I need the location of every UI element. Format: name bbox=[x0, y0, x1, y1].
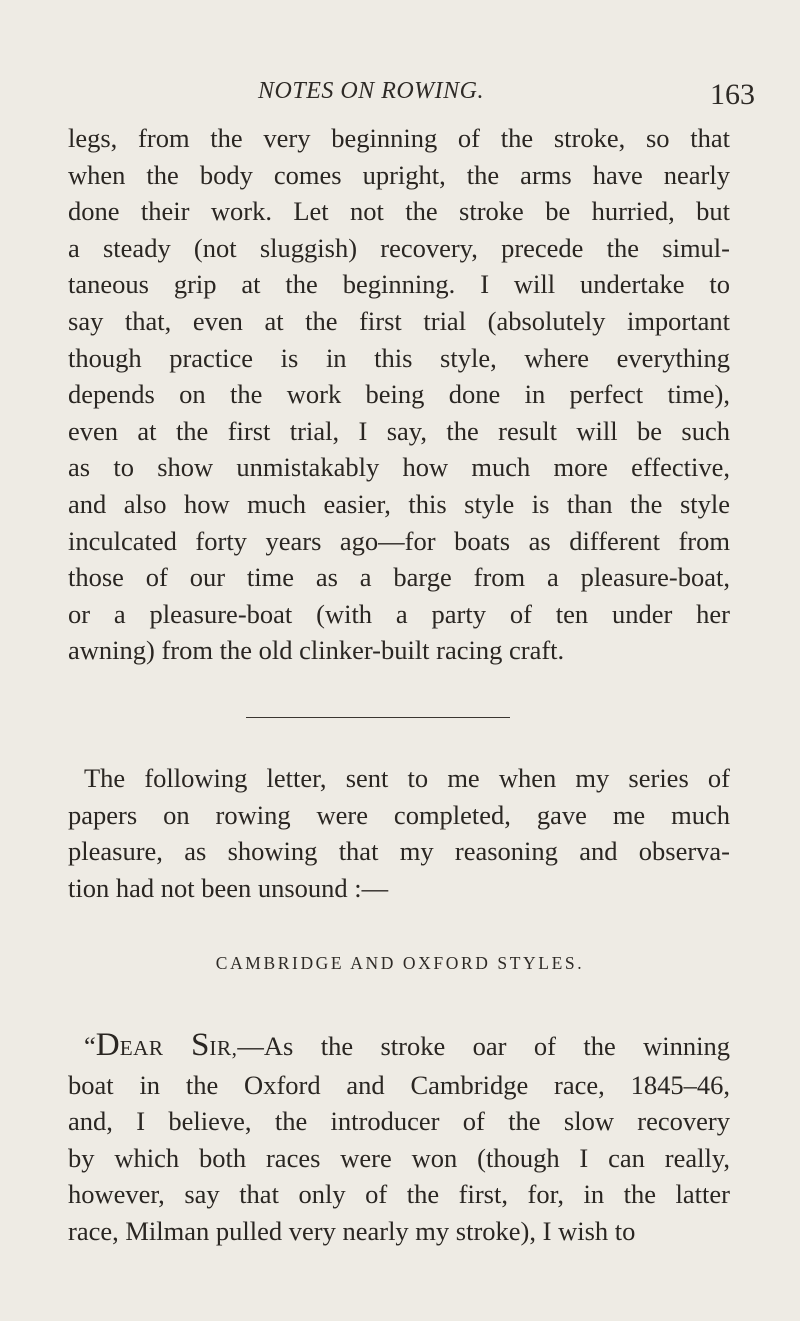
opening-quote: “ bbox=[84, 1031, 96, 1061]
letter-paragraph bbox=[68, 1027, 730, 1250]
text-line: tion had not been unsound :— bbox=[68, 872, 389, 903]
text-line: depends on the work being done in perfect time), bbox=[68, 379, 730, 410]
paragraph-2 bbox=[68, 760, 730, 906]
text-line: as to show unmistakably how much more effective, bbox=[68, 452, 730, 483]
text-line: by which both races were won (though I can really, bbox=[68, 1142, 730, 1173]
text-line: papers on rowing were completed, gave me much bbox=[68, 799, 730, 830]
text-line: legs, from the very beginning of the stroke, so that bbox=[68, 123, 730, 153]
text-line: though practice is in this style, where everything bbox=[68, 342, 730, 373]
text-line: those of our time as a barge from a pleasure-boat, bbox=[68, 562, 730, 593]
letter-salutation-line bbox=[68, 1027, 730, 1067]
text-line: and also how much easier, this style is than the style bbox=[68, 488, 730, 519]
text-line: boat in the Oxford and Cambridge race, 1845–46, bbox=[68, 1069, 730, 1100]
page-number: 163 bbox=[710, 78, 755, 111]
salutation-initial: S bbox=[190, 1026, 210, 1063]
text-line: The following letter, sent to me when my series of bbox=[84, 763, 730, 793]
text-line: say that, even at the first trial (absolutely important bbox=[68, 305, 730, 336]
section-heading: CAMBRIDGE AND OXFORD STYLES. bbox=[215, 953, 585, 973]
running-head bbox=[0, 74, 800, 114]
text-line: even at the first trial, I say, the result will be such bbox=[68, 415, 730, 446]
text-line: or a pleasure-boat (with a party of ten under her bbox=[68, 598, 730, 629]
section-divider-rule bbox=[246, 717, 510, 718]
letter-first-line-text: —As the stroke oar of the winning bbox=[237, 1031, 730, 1061]
text-line: inculcated forty years ago—for boats as different from bbox=[68, 525, 730, 556]
text-line: done their work. Let not the stroke be hurried, but bbox=[68, 196, 730, 227]
running-title: NOTES ON ROWING. bbox=[258, 78, 485, 104]
salutation-small-caps: EAR bbox=[119, 1036, 164, 1060]
text-line: and, I believe, the introducer of the slow recovery bbox=[68, 1106, 730, 1137]
paragraph-1 bbox=[68, 120, 730, 669]
text-line: awning) from the old clinker-built racing craft. bbox=[68, 635, 565, 666]
text-line: a steady (not sluggish) recovery, precede the simul- bbox=[68, 232, 730, 263]
text-line: taneous grip at the beginning. I will undertake to bbox=[68, 269, 730, 300]
text-line: pleasure, as showing that my reasoning and observa- bbox=[68, 836, 730, 867]
text-line: however, say that only of the first, for, in the latter bbox=[68, 1179, 730, 1210]
salutation-initial: D bbox=[95, 1026, 120, 1063]
salutation-small-caps: IR, bbox=[209, 1036, 238, 1060]
text-line: race, Milman pulled very nearly my stroke), I wish to bbox=[68, 1215, 636, 1246]
text-line: when the body comes upright, the arms have nearly bbox=[68, 159, 730, 190]
